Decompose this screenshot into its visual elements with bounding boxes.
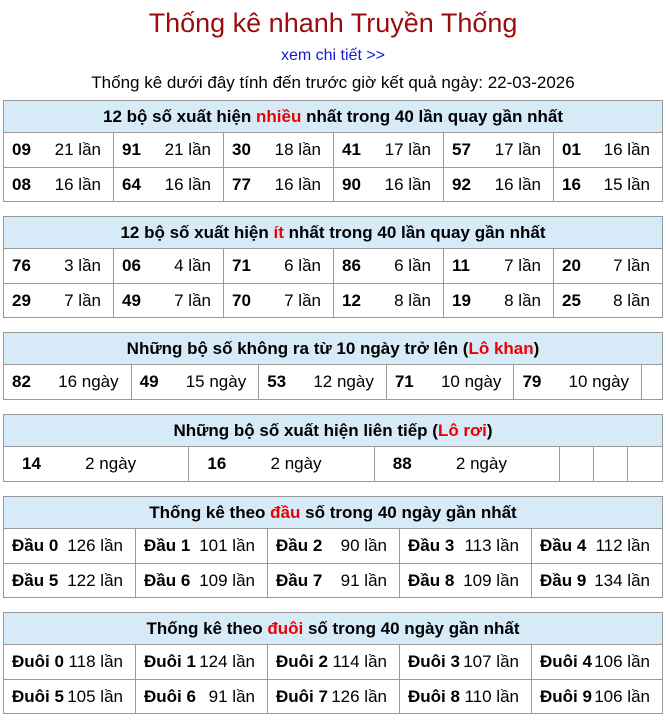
stat-key: Đuôi 7 bbox=[276, 686, 328, 706]
header-text: ) bbox=[533, 339, 540, 358]
stat-cell bbox=[259, 365, 387, 399]
stat-key: 49 bbox=[122, 290, 141, 310]
stat-value: 105 lần bbox=[67, 686, 123, 706]
table-row bbox=[4, 133, 662, 167]
page-title: Thống kê nhanh Truyền Thống bbox=[148, 8, 518, 38]
stat-cell bbox=[554, 133, 662, 167]
stat-value: 21 lần bbox=[164, 140, 211, 159]
stat-key: Đầu 4 bbox=[540, 536, 587, 555]
table-header bbox=[4, 415, 662, 447]
table-header bbox=[4, 333, 662, 365]
header-text: 12 bộ số xuất hiện bbox=[102, 107, 257, 126]
header-highlight: ít bbox=[273, 223, 284, 242]
table-row bbox=[4, 679, 662, 713]
stat-cell bbox=[334, 133, 444, 167]
stat-key: Đuôi 8 bbox=[408, 686, 460, 706]
stat-key: 25 bbox=[562, 290, 581, 310]
header-text: Thống kê theo bbox=[149, 503, 271, 522]
stat-cell bbox=[444, 284, 554, 317]
header-highlight: Lô rơi bbox=[437, 421, 487, 440]
stat-cell bbox=[4, 447, 189, 481]
stat-value: 107 lần bbox=[463, 652, 519, 671]
stat-value: 15 ngày bbox=[185, 372, 247, 391]
stat-cell bbox=[444, 168, 554, 201]
stat-cell bbox=[4, 168, 114, 201]
stat-key: 29 bbox=[12, 290, 31, 310]
stat-value: 90 lần bbox=[340, 536, 387, 555]
stat-value: 15 lần bbox=[603, 174, 650, 194]
stat-value: 16 lần bbox=[603, 140, 650, 159]
stat-cell bbox=[4, 529, 136, 563]
stat-value: 134 lần bbox=[594, 570, 650, 590]
stat-value: 12 ngày bbox=[313, 372, 374, 391]
stat-value: 16 lần bbox=[384, 174, 431, 194]
stat-key: Đầu 3 bbox=[408, 536, 455, 555]
table-row bbox=[4, 249, 662, 283]
stat-key: 71 bbox=[394, 372, 414, 391]
least-frequent-table bbox=[3, 216, 663, 318]
stats-tables bbox=[0, 100, 666, 714]
stat-key: Đầu 0 bbox=[12, 536, 59, 555]
stat-cell bbox=[387, 365, 515, 399]
stat-cell bbox=[554, 168, 662, 201]
stat-value: 112 lần bbox=[595, 536, 650, 555]
stat-key: 76 bbox=[12, 256, 31, 275]
stat-cell bbox=[375, 447, 560, 481]
stat-key: 90 bbox=[342, 174, 361, 194]
stat-value: 91 lần bbox=[208, 686, 255, 706]
header-highlight: nhiều bbox=[256, 107, 302, 126]
stat-key: 16 bbox=[207, 454, 227, 473]
stat-value: 124 lần bbox=[199, 652, 255, 671]
stat-cell bbox=[114, 284, 224, 317]
stat-cell bbox=[4, 365, 132, 399]
header-highlight: đầu bbox=[270, 503, 301, 522]
stat-cell bbox=[136, 680, 268, 713]
empty-cell bbox=[642, 365, 662, 399]
stat-cell bbox=[4, 284, 114, 317]
stat-cell bbox=[136, 564, 268, 597]
stat-key: 91 bbox=[122, 140, 141, 159]
table-header bbox=[4, 613, 662, 645]
stat-cell bbox=[532, 529, 662, 563]
stat-cell bbox=[268, 645, 400, 679]
stat-value: 6 lần bbox=[284, 256, 321, 275]
header-text: Thống kê theo bbox=[146, 619, 268, 638]
header-highlight: đuôi bbox=[267, 619, 304, 638]
stat-cell bbox=[114, 249, 224, 283]
stat-key: Đuôi 0 bbox=[12, 652, 64, 671]
stat-key: Đuôi 2 bbox=[276, 652, 328, 671]
stat-value: 10 ngày bbox=[568, 372, 630, 391]
stat-value: 109 lần bbox=[463, 570, 519, 590]
stat-key: Đầu 8 bbox=[408, 570, 455, 590]
stat-key: 09 bbox=[12, 140, 31, 159]
stat-value: 18 lần bbox=[274, 140, 321, 159]
stat-cell bbox=[4, 564, 136, 597]
stat-key: Đuôi 1 bbox=[144, 652, 196, 671]
stat-cell bbox=[400, 529, 532, 563]
stat-key: 08 bbox=[12, 174, 31, 194]
stat-value: 6 lần bbox=[394, 256, 431, 275]
stat-key: 01 bbox=[562, 140, 581, 159]
stat-key: 79 bbox=[522, 372, 542, 391]
stat-key: Đầu 5 bbox=[12, 570, 59, 590]
stat-value: 7 lần bbox=[504, 256, 541, 275]
stat-key: 30 bbox=[232, 140, 251, 159]
table-row bbox=[4, 529, 662, 563]
stat-key: Đầu 1 bbox=[144, 536, 191, 555]
stat-key: 49 bbox=[139, 372, 159, 391]
stat-value: 126 lần bbox=[67, 536, 123, 555]
stat-value: 7 lần bbox=[284, 290, 321, 310]
stat-cell bbox=[400, 645, 532, 679]
stat-value: 8 lần bbox=[394, 290, 431, 310]
stat-cell bbox=[268, 564, 400, 597]
stat-key: Đầu 2 bbox=[276, 536, 323, 555]
stat-value: 114 lần bbox=[332, 652, 387, 671]
stat-value: 106 lần bbox=[594, 652, 650, 671]
stat-key: 64 bbox=[122, 174, 141, 194]
stat-key: 11 bbox=[452, 256, 470, 275]
stat-key: 06 bbox=[122, 256, 141, 275]
stat-cell bbox=[4, 133, 114, 167]
stat-value: 113 lần bbox=[464, 536, 519, 555]
stat-key: 92 bbox=[452, 174, 471, 194]
stat-cell bbox=[224, 249, 334, 283]
header-text: 12 bộ số xuất hiện bbox=[120, 223, 274, 242]
stat-cell bbox=[224, 284, 334, 317]
stat-value: 8 lần bbox=[613, 290, 650, 310]
stat-key: 20 bbox=[562, 256, 581, 275]
stat-value: 126 lần bbox=[331, 686, 387, 706]
stat-value: 17 lần bbox=[384, 140, 431, 159]
stat-key: 70 bbox=[232, 290, 251, 310]
empty-cell bbox=[594, 447, 628, 481]
stat-cell bbox=[532, 680, 662, 713]
stat-value: 16 ngày bbox=[58, 372, 119, 391]
stat-value: 10 ngày bbox=[440, 372, 502, 391]
stat-value: 106 lần bbox=[594, 686, 650, 706]
table-row bbox=[4, 365, 662, 399]
stat-key: 77 bbox=[232, 174, 251, 194]
stat-key: 82 bbox=[12, 372, 31, 391]
header-text: số trong 40 ngày gần nhất bbox=[300, 503, 517, 522]
stat-value: 110 lần bbox=[464, 686, 519, 706]
stat-value: 118 lần bbox=[68, 652, 123, 671]
table-row bbox=[4, 167, 662, 201]
stat-key: Đuôi 4 bbox=[540, 652, 592, 671]
stat-key: 12 bbox=[342, 290, 361, 310]
header-text: Những bộ số không ra từ 10 ngày trở lên ( bbox=[126, 339, 469, 358]
stat-key: 14 bbox=[22, 454, 41, 473]
stat-value: 16 lần bbox=[54, 174, 101, 194]
stat-key: Đầu 6 bbox=[144, 570, 191, 590]
stat-key: Đuôi 3 bbox=[408, 652, 460, 671]
stat-key: 53 bbox=[267, 372, 287, 391]
stat-cell bbox=[532, 564, 662, 597]
stat-cell bbox=[554, 284, 662, 317]
stat-cell bbox=[400, 564, 532, 597]
stat-key: 88 bbox=[392, 454, 412, 473]
most-frequent-table bbox=[3, 100, 663, 202]
stat-cell bbox=[4, 249, 114, 283]
header-text: số trong 40 ngày gần nhất bbox=[303, 619, 520, 638]
stat-value: 109 lần bbox=[199, 570, 255, 590]
stat-value: 91 lần bbox=[340, 570, 387, 590]
stat-cell bbox=[4, 645, 136, 679]
stat-cell bbox=[334, 249, 444, 283]
stat-value: 16 lần bbox=[494, 174, 541, 194]
stat-key: 71 bbox=[232, 256, 251, 275]
stat-key: 16 bbox=[562, 174, 581, 194]
stat-value: 7 lần bbox=[613, 256, 650, 275]
stat-cell bbox=[444, 133, 554, 167]
stat-cell bbox=[132, 365, 260, 399]
duoi-stats-table bbox=[3, 612, 663, 714]
stat-cell bbox=[224, 133, 334, 167]
stat-cell bbox=[514, 365, 642, 399]
stat-key: 41 bbox=[342, 140, 361, 159]
stat-cell bbox=[136, 529, 268, 563]
lo-roi-table bbox=[3, 414, 663, 482]
table-row bbox=[4, 563, 662, 597]
stat-cell bbox=[114, 133, 224, 167]
header-highlight: Lô khan bbox=[468, 339, 534, 358]
table-header bbox=[4, 497, 662, 529]
table-row bbox=[4, 645, 662, 679]
stat-value: 101 lần bbox=[199, 536, 255, 555]
stat-value: 7 lần bbox=[174, 290, 211, 310]
stat-value: 2 ngày bbox=[85, 454, 137, 473]
stat-cell bbox=[136, 645, 268, 679]
stat-value: 7 lần bbox=[64, 290, 101, 310]
table-row bbox=[4, 447, 662, 481]
stat-key: Đuôi 6 bbox=[144, 686, 196, 706]
stat-value: 17 lần bbox=[494, 140, 541, 159]
stat-key: Đuôi 9 bbox=[540, 686, 592, 706]
stat-value: 16 lần bbox=[164, 174, 211, 194]
stat-key: Đầu 9 bbox=[540, 570, 587, 590]
stat-value: 122 lần bbox=[67, 570, 123, 590]
header-text: nhất trong 40 lần quay gần nhất bbox=[283, 223, 546, 242]
empty-cell bbox=[560, 447, 594, 481]
subtitle: Thống kê dưới đây tính đến trước giờ kết quả ngày: 22-03-2026 bbox=[91, 73, 575, 92]
stat-cell bbox=[189, 447, 374, 481]
lo-khan-table bbox=[3, 332, 663, 400]
stat-cell bbox=[224, 168, 334, 201]
header-text: ) bbox=[486, 421, 493, 440]
header-text: nhất trong 40 lần quay gần nhất bbox=[301, 107, 564, 126]
stat-value: 21 lần bbox=[54, 140, 101, 159]
stat-cell bbox=[554, 249, 662, 283]
table-header bbox=[4, 217, 662, 249]
stat-cell bbox=[334, 284, 444, 317]
table-header bbox=[4, 101, 662, 133]
stat-cell bbox=[268, 529, 400, 563]
stat-key: 57 bbox=[452, 140, 471, 159]
stat-key: 86 bbox=[342, 256, 361, 275]
stat-key: 19 bbox=[452, 290, 471, 310]
stat-cell bbox=[4, 680, 136, 713]
stat-value: 2 ngày bbox=[455, 454, 507, 473]
stat-value: 3 lần bbox=[64, 256, 101, 275]
stat-cell bbox=[400, 680, 532, 713]
stat-value: 4 lần bbox=[174, 256, 211, 275]
dau-stats-table bbox=[3, 496, 663, 598]
stat-value: 8 lần bbox=[504, 290, 541, 310]
stat-key: Đuôi 5 bbox=[12, 686, 64, 706]
empty-cell bbox=[628, 447, 662, 481]
stat-cell bbox=[114, 168, 224, 201]
stat-cell bbox=[532, 645, 662, 679]
stat-cell bbox=[334, 168, 444, 201]
view-details-link[interactable]: xem chi tiết >> bbox=[280, 47, 386, 64]
table-row bbox=[4, 283, 662, 317]
stat-value: 2 ngày bbox=[270, 454, 322, 473]
stat-value: 16 lần bbox=[274, 174, 321, 194]
header-text: Những bộ số xuất hiện liên tiếp ( bbox=[173, 421, 438, 440]
stat-cell bbox=[268, 680, 400, 713]
stat-cell bbox=[444, 249, 554, 283]
stat-key: Đầu 7 bbox=[276, 570, 323, 590]
